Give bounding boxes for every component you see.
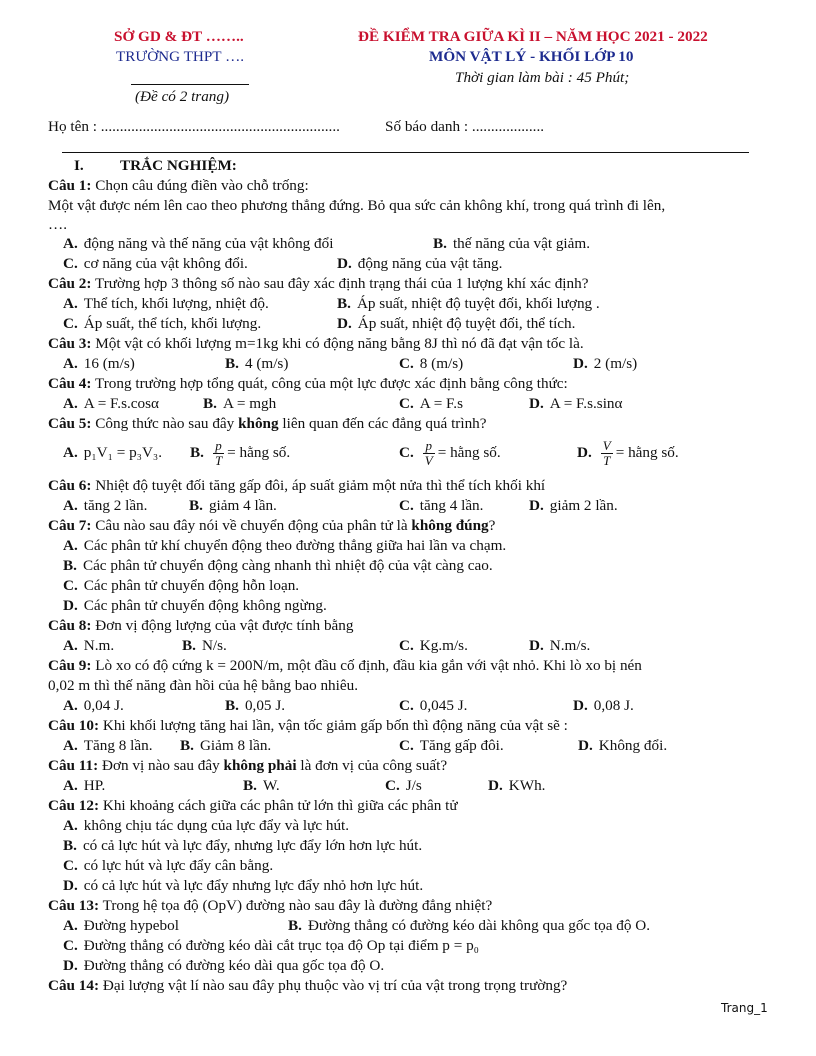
q9-option-a[interactable]: A. 0,04 J. [63,697,124,714]
fraction-v-over-t: $\frac{V}{T}$ [602,438,611,469]
school-name: TRƯỜNG THPT …. [116,48,245,65]
q6-option-b[interactable]: B. giảm 4 lần. [189,497,277,514]
question-label: Câu 1: [48,177,92,194]
q8-option-d[interactable]: D. N.m/s. [529,637,591,654]
q13-option-c[interactable]: C. Đường thẳng có đường kéo dài cắt trục tọa độ Op tại điểm p = p₀ [63,937,479,954]
question-7: Câu 7: Câu nào sau đây nói về chuyển động của phân tử là không đúng? [48,517,496,534]
q12-option-a[interactable]: A. không chịu tác dụng của lực đẩy và lực hút. [63,817,350,834]
q5-option-c[interactable]: C. $\frac{p}{V}$ = hằng số. [399,438,501,469]
q12-option-d[interactable]: D. có cả lực hút và lực đẩy nhưng lực đẩy nhỏ hơn lực hút. [63,877,424,894]
q13-option-a[interactable]: A. Đường hypebol [63,917,179,934]
student-id-field: Số báo danh : ................... [385,118,545,135]
question-9-body: 0,02 m thì thế năng đàn hồi của hệ bằng bao nhiêu. [48,677,359,694]
q4-option-d[interactable]: D. A = F.s.sinα [529,395,623,412]
q5-option-d[interactable]: D. $\frac{V}{T}$ = hằng số. [577,438,679,469]
exam-title: ĐỀ KIỂM TRA GIỮA KÌ II – NĂM HỌC 2021 - 2022 [358,28,708,45]
q9-option-b[interactable]: B. 0,05 J. [225,697,286,714]
question-10: Câu 10: Khi khối lượng tăng hai lần, vận tốc giảm gấp bốn thì động năng của vật sẽ : [48,717,568,734]
question-1-blank: …. [48,216,67,233]
question-2: Câu 2: Trường hợp 3 thông số nào sau đây xác định trạng thái của 1 lượng khí xác định? [48,275,589,292]
q4-option-a[interactable]: A. A = F.s.cosα [63,395,159,412]
q6-option-c[interactable]: C. tăng 4 lần. [399,497,484,514]
q9-option-d[interactable]: D. 0,08 J. [573,697,634,714]
q4-option-b[interactable]: B. A = mgh [203,395,277,412]
q8-option-a[interactable]: A. N.m. [63,637,115,654]
pages-note: (Đề có 2 trang) [135,88,230,105]
student-name-field: Họ tên : ............................................................... [48,118,340,135]
q13-option-d[interactable]: D. Đường thẳng có đường kéo dài qua gốc tọa độ O. [63,957,385,974]
question-8: Câu 8: Đơn vị động lượng của vật được tính bằng [48,617,354,634]
q11-option-b[interactable]: B. W. [243,777,280,794]
section-divider [62,152,749,153]
q7-option-a[interactable]: A. Các phân tử khí chuyển động theo đường thẳng giữa hai lần va chạm. [63,537,507,554]
q5-option-a[interactable]: A. p₁V₁ = p₃V₃. [63,444,163,461]
q3-option-d[interactable]: D. 2 (m/s) [573,355,638,372]
q10-option-c[interactable]: C. Tăng gấp đôi. [399,737,504,754]
q1-option-a[interactable]: A. động năng và thế năng của vật không đổi [63,235,334,252]
q8-option-b[interactable]: B. N/s. [182,637,227,654]
question-13: Câu 13: Trong hệ tọa độ (OpV) đường nào sau đây là đường đẳng nhiệt? [48,897,493,914]
question-3: Câu 3: Một vật có khối lượng m=1kg khi có động năng bằng 8J thì nó đã đạt vận tốc là. [48,335,584,352]
fraction-p-over-v: $\frac{p}{V}$ [424,438,433,469]
question-9: Câu 9: Lò xo có độ cứng k = 200N/m, một đầu cố định, đầu kia gắn với vật nhỏ. Khi lò xo bị nén [48,657,642,674]
q12-option-b[interactable]: B. có cả lực hút và lực đẩy, nhưng lực đẩy lớn hơn lực hút. [63,837,423,854]
q10-option-d[interactable]: D. Không đổi. [578,737,668,754]
question-1 [48,176,309,196]
q12-option-c[interactable]: C. có lực hút và lực đẩy cân bằng. [63,857,274,874]
q10-option-b[interactable]: B. Giảm 8 lần. [180,737,272,754]
q11-option-a[interactable]: A. HP. [63,777,106,794]
q1-option-b[interactable]: B. thế năng của vật giảm. [433,235,590,252]
q3-option-a[interactable]: A. 16 (m/s) [63,355,135,372]
q13-option-b[interactable]: B. Đường thẳng có đường kéo dài không qua gốc tọa độ O. [288,917,651,934]
q3-option-c[interactable]: C. 8 (m/s) [399,355,464,372]
q5-option-b[interactable]: B. $\frac{p}{T}$ = hằng số. [190,438,291,469]
header-divider [131,84,249,85]
q10-option-a[interactable]: A. Tăng 8 lần. [63,737,153,754]
q11-option-d[interactable]: D. KWh. [488,777,546,794]
q6-option-a[interactable]: A. tăng 2 lần. [63,497,148,514]
question-4: Câu 4: Trong trường hợp tổng quát, công của một lực được xác định bằng công thức: [48,375,568,392]
q2-option-c[interactable]: C. Áp suất, thể tích, khối lượng. [63,315,262,332]
q11-option-c[interactable]: C. J/s [385,777,422,794]
section-number: I. [74,157,84,174]
page-number: Trang_1 [721,1001,768,1015]
subject-title: MÔN VẬT LÝ - KHỐI LỚP 10 [429,48,634,65]
q2-option-d[interactable]: D. Áp suất, nhiệt độ tuyệt đối, thể tích. [337,315,576,332]
q9-option-c[interactable]: C. 0,045 J. [399,697,468,714]
q8-option-c[interactable]: C. Kg.m/s. [399,637,468,654]
q2-option-b[interactable]: B. Áp suất, nhiệt độ tuyệt đối, khối lượng . [337,295,600,312]
exam-time: Thời gian làm bài : 45 Phút; [455,69,630,86]
question-11: Câu 11: Đơn vị nào sau đây không phải là đơn vị của công suất? [48,757,448,774]
q7-option-b[interactable]: B. Các phân tử chuyển động càng nhanh thì nhiệt độ của vật càng cao. [63,557,493,574]
q7-option-d[interactable]: D. Các phân tử chuyển động không ngừng. [63,597,327,614]
q1-option-d[interactable]: D. động năng của vật tăng. [337,255,503,272]
question-text: Chọn câu đúng điền vào chỗ trống: [95,177,309,194]
question-14: Câu 14: Đại lượng vật lí nào sau đây phụ thuộc vào vị trí của vật trong trọng trường? [48,977,568,994]
q2-option-a[interactable]: A. Thể tích, khối lượng, nhiệt độ. [63,295,269,312]
q7-option-c[interactable]: C. Các phân tử chuyển động hỗn loạn. [63,577,300,594]
question-6: Câu 6: Nhiệt độ tuyệt đối tăng gấp đôi, áp suất giảm một nửa thì thể tích khối khí [48,477,546,494]
question-5: Câu 5: Công thức nào sau đây không liên quan đến các đẳng quá trình? [48,415,487,432]
q3-option-b[interactable]: B. 4 (m/s) [225,355,289,372]
fraction-p-over-t: $\frac{p}{T}$ [214,438,223,469]
section-title: TRẮC NGHIỆM: [120,157,237,174]
department-name: SỞ GD & ĐT …….. [114,28,244,45]
question-12: Câu 12: Khi khoảng cách giữa các phân tử lớn thì giữa các phân tử [48,797,458,814]
q1-option-c[interactable]: C. cơ năng của vật không đổi. [63,255,248,272]
q4-option-c[interactable]: C. A = F.s [399,395,463,412]
question-1-body: Một vật được ném lên cao theo phương thẳng đứng. Bỏ qua sức cản không khí, trong quá trình đi lên, [48,197,666,214]
q6-option-d[interactable]: D. giảm 2 lần. [529,497,618,514]
